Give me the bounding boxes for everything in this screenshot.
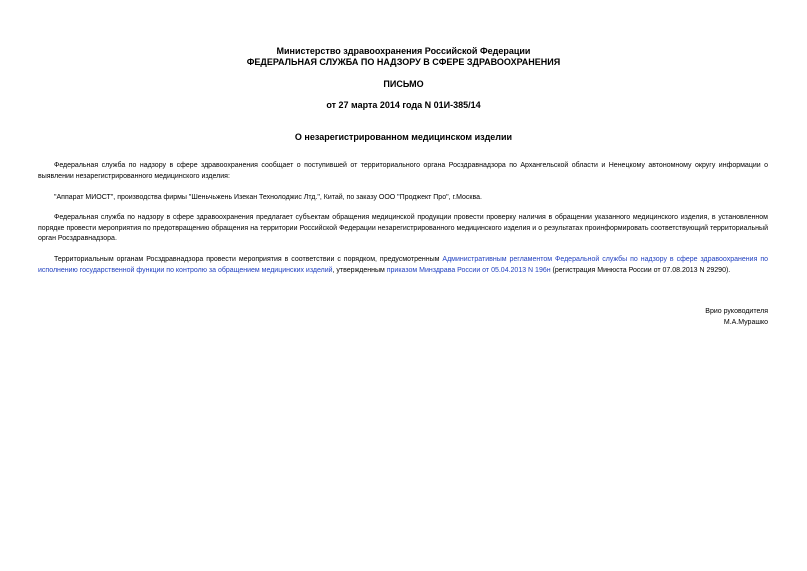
document-subject: О незарегистрированном медицинском изделии bbox=[294, 132, 513, 142]
signature-position: Врио руководителя bbox=[705, 308, 768, 315]
paragraph-1: Федеральная служба по надзору в сфере здравоохранения сообщает о поступившей от территориального органа Росздравнадзора по Архангельской области и Ненецкому автономному округу информации о выявлении незарегистрированного медицинского изделия: bbox=[38, 162, 768, 180]
paragraph-3: Федеральная служба по надзору в сфере здравоохранения предлагает субъектам обращения медицинской продукции провести проверку наличия в обращении указанного медицинского изделия, в установленном порядке провести мероприятия по предотвращению обращения на территории Российской Федерации незарегистрированного медицинского изделия и о результатах проинформировать соответствующий территориальный орган Росздравнадзора. bbox=[38, 214, 768, 242]
signature-name: М.А.Мурашко bbox=[723, 319, 768, 326]
regulation-link[interactable]: Административным регламентом Федеральной службы по надзору в сфере здравоохранения по исполнению государственной функции по контролю за обращением медицинских изделий bbox=[38, 256, 768, 274]
paragraph-4-text-end: (регистрация Минюста России от 07.08.2013 N 29290). bbox=[550, 266, 731, 274]
paragraph-4-text-start: Территориальным органам Росздравнадзора провести мероприятия в соответствии с порядком, предусмотренным bbox=[54, 256, 443, 263]
paragraph-2: "Аппарат МИОСТ", производства фирмы "Шеньчьжень Изекан Технолоджис Лтд.", Китай, по заказу ООО "Проджект Про", г.Москва. bbox=[54, 194, 482, 201]
order-link[interactable]: приказом Минздрава России от 05.04.2013 N 196н bbox=[386, 266, 551, 274]
ministry-name: Министерство здравоохранения Российской Федерации bbox=[276, 46, 531, 56]
document-date-number: от 27 марта 2014 года N 01И-385/14 bbox=[326, 100, 481, 110]
paragraph-4-text-middle: , утвержденным bbox=[332, 266, 387, 274]
document-type: ПИСЬМО bbox=[383, 79, 424, 89]
service-name: ФЕДЕРАЛЬНАЯ СЛУЖБА ПО НАДЗОРУ В СФЕРЕ ЗДРАВООХРАНЕНИЯ bbox=[246, 57, 561, 67]
paragraph-4 bbox=[38, 255, 768, 276]
